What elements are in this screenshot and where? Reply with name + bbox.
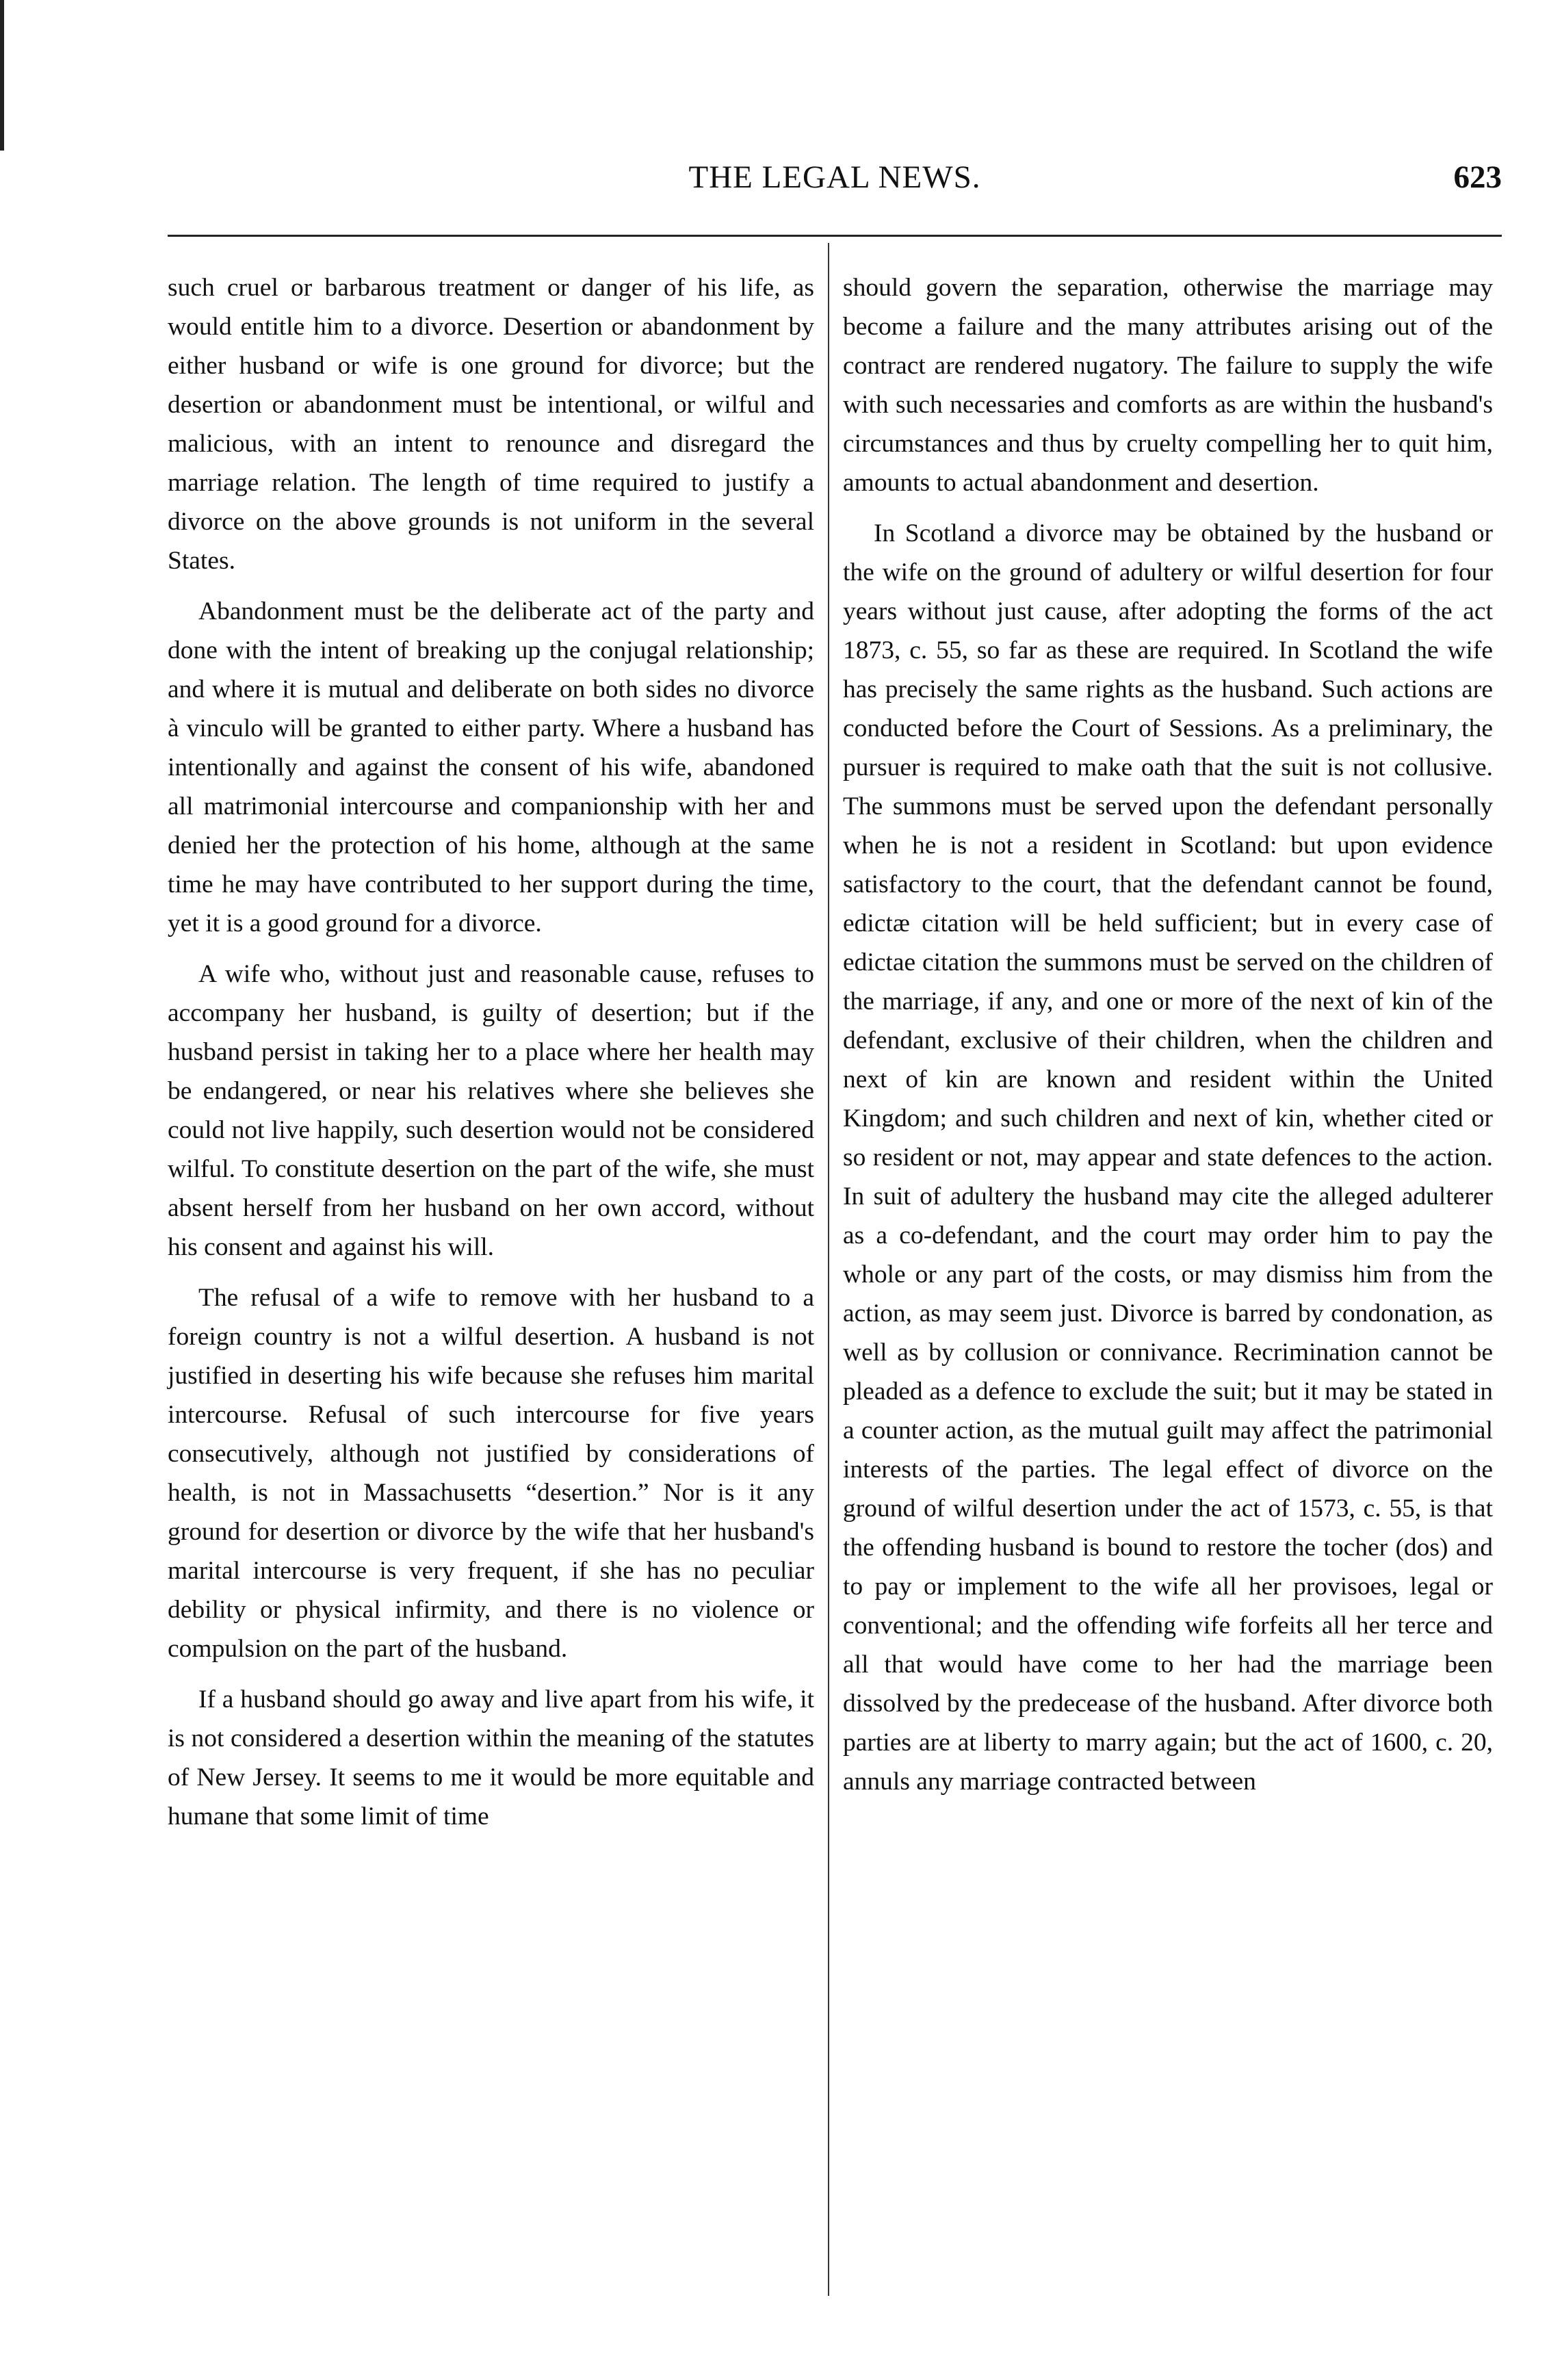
left-column [168, 268, 814, 1848]
running-title: THE LEGAL NEWS. [688, 159, 981, 195]
right-column [843, 268, 1493, 1813]
left-paragraph-4: The refusal of a wife to remove with her husband to a foreign country is not a wilful desertion. A husband is not justified in deserting his wife because she refuses him marital intercourse. Refusal of such intercourse for five years consecutively, although not justified by considerations of health, is not in Massachusetts “desertion.” Nor is it any ground for desertion or divorce by the wife that her husband's marital intercourse is very frequent, if she has no peculiar debility or physical infirmity, and there is no violence or compulsion on the part of the husband. [168, 1284, 814, 1663]
left-paragraph-2: Abandonment must be the deliberate act of the party and done with the intent of breaking up the conjugal relationship; and where it is mutual and deliberate on both sides no divorce à vinculo will be granted to either party. Where a husband has intentionally and against the consent of his wife, abandoned all matrimonial intercourse and companionship with her and denied her the protection of his home, although at the same time he may have contributed to her support during the time, yet it is a good ground for a divorce. [168, 597, 814, 937]
page-number: 623 [1453, 159, 1502, 195]
right-paragraph-2: In Scotland a divorce may be obtained by the husband or the wife on the ground of adultery or wilful desertion for four years without just cause, after adopting the forms of the act 1873, c. 55, so far as these are required. In Scotland the wife has precisely the same rights as the husband. Such actions are conducted before the Court of Sessions. As a preliminary, the pursuer is required to make oath that the suit is not collusive. The summons must be served upon the defendant personally when he is not a resident in Scotland: but upon evidence satisfactory to the court, that the defendant cannot be found, edictæ citation will be held sufficient; but in every case of edictae citation the summons must be served on the children of the marriage, if any, and one or more of the next of kin of the defendant, exclusive of their children, when the children and next of kin are known and resident within the United Kingdom; and such children and next of kin, whether cited or so resident or not, may appear and state defences to the action. In suit of adultery the husband may cite the alleged adulterer as a co-defendant, and the court may order him to pay the whole or any part of the costs, or may dismiss him from the action, as may seem just. Divorce is barred by condonation, as well as by collusion or connivance. Recrimination cannot be pleaded as a defence to exclude the suit; but it may be stated in a counter action, as the mutual guilt may affect the patrimonial interests of the parties. The legal effect of divorce on the ground of wilful desertion under the act of 1573, c. 55, is that the offending husband is bound to restore the tocher (dos) and to pay or implement to the wife all her provisoes, legal or conventional; and the offending wife forfeits all her terce and all that would have come to her had the marriage been dissolved by the predecease of the husband. After divorce both parties are at liberty to marry again; but the act of 1600, c. 20, annuls any marriage contracted between [843, 519, 1493, 1796]
left-paragraph-1: such cruel or barbarous treatment or danger of his life, as would entitle him to a divorce. Desertion or abandonment by either husband or wife is one ground for divorce; but the desertion or abandonment must be intentional, or wilful and malicious, with an intent to renounce and disregard the marriage relation. The length of time required to justify a divorce on the above grounds is not uniform in the several States. [168, 274, 814, 575]
left-paragraph-5: If a husband should go away and live apart from his wife, it is not considered a desertion within the meaning of the statutes of New Jersey. It seems to me it would be more equitable and humane that some limit of time [168, 1685, 814, 1831]
header-rule [168, 235, 1502, 237]
column-divider [828, 243, 829, 2296]
page-edge-mark [0, 0, 4, 151]
page-header [168, 159, 1502, 214]
right-paragraph-1: should govern the separation, otherwise the marriage may become a failure and the many attributes arising out of the contract are rendered nugatory. The failure to supply the wife with such necessaries and comforts as are within the husband's circumstances and thus by cruelty compelling her to quit him, amounts to actual abandonment and desertion. [843, 274, 1493, 497]
left-paragraph-3: A wife who, without just and reasonable cause, refuses to accompany her husband, is guilty of desertion; but if the husband persist in taking her to a place where her health may be endangered, or near his relatives where she believes she could not live happily, such desertion would not be considered wilful. To constitute desertion on the part of the wife, she must absent herself from her husband on her own accord, without his consent and against his will. [168, 960, 814, 1261]
